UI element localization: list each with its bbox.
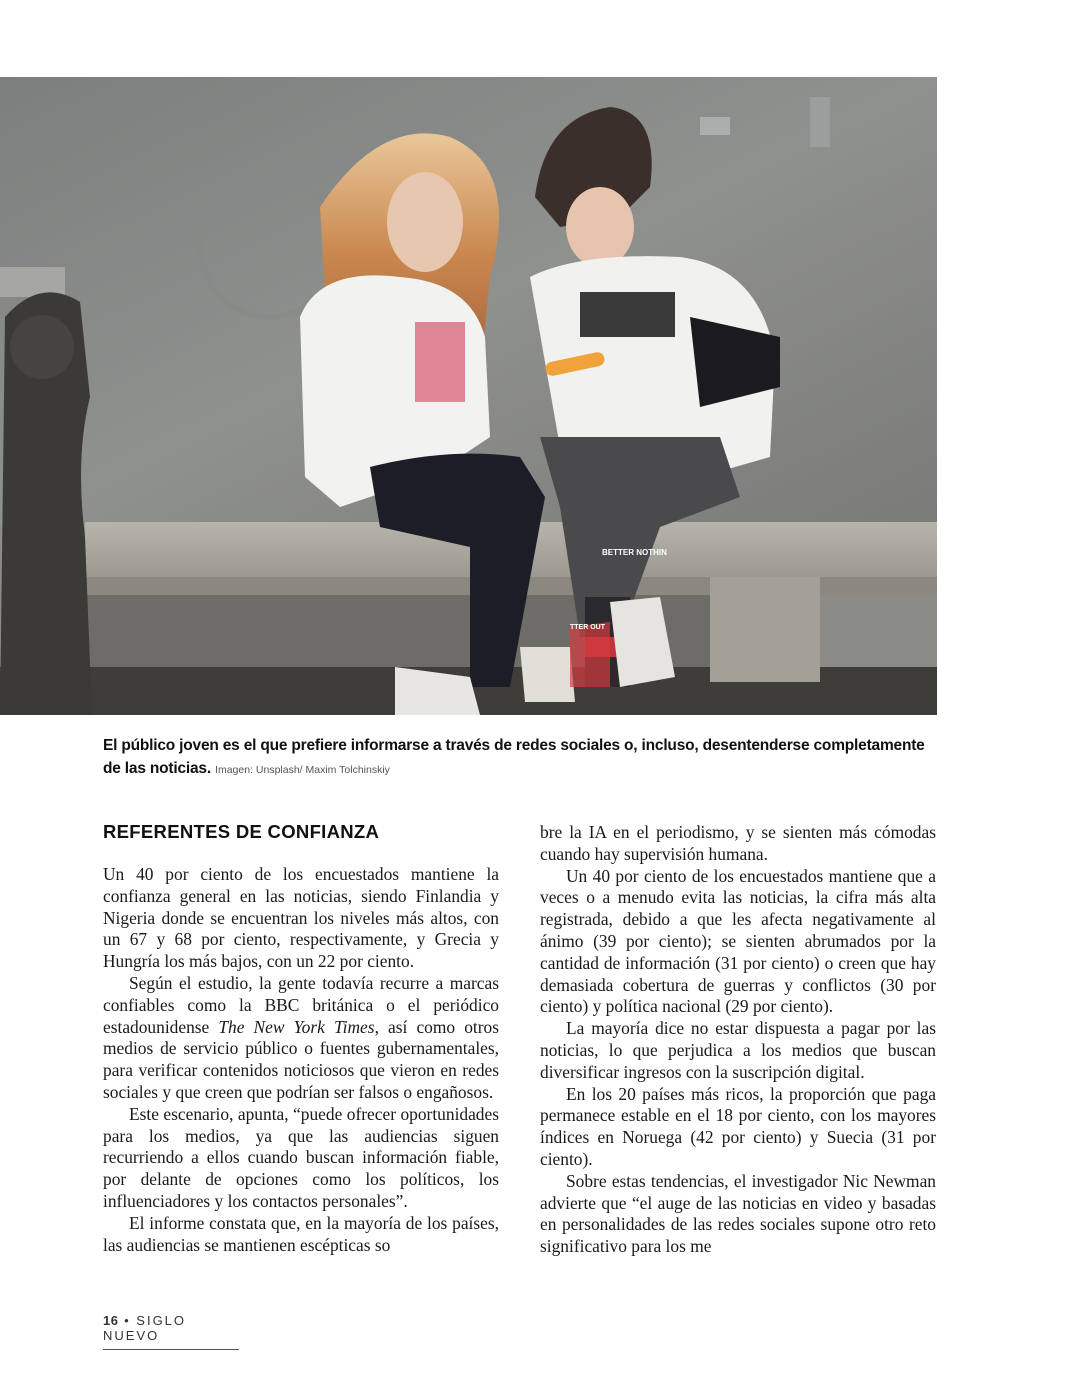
section-heading: REFERENTES DE CONFIANZA: [103, 821, 380, 842]
photo-caption: [103, 734, 943, 782]
sock-text: TTER OUT: [570, 624, 605, 631]
footer-separator: •: [124, 1313, 131, 1328]
page-number: 16: [103, 1313, 119, 1328]
caption-credit: Imagen: Unsplash/ Maxim Tolchinskiy: [215, 764, 390, 776]
paragraph: Un 40 por ciento de los encuestados mantiene que a veces o a menudo evita las noticias, la cifra más alta registrada, debido a que les afecta negativamente al ánimo (39 por ciento); se sienten abrumados por la cantidad de información (31 por ciento) o creen que hay demasiada cobertura de guerras y conflictos (30 por ciento) y política nacional (29 por ciento).: [540, 865, 936, 1017]
paragraph: El informe constata que, en la mayoría de los países, las audiencias se mantienen escépticas so: [103, 1212, 499, 1255]
paragraph: Un 40 por ciento de los encuestados mantiene la confianza general en las noticias, siendo Finlandia y Nigeria donde se encuentran los niveles más altos, con un 67 y 68 por ciento, respectivamente, y Grecia y Hungría los más bajos, con un 22 por ciento.: [103, 864, 499, 972]
article-column-right: [540, 822, 936, 1258]
article-column-left: [103, 820, 499, 1256]
paragraph-text: Según el estudio, la gente todavía recurre a marcas confiables como la BBC británica o el periódico estadounidense: [103, 972, 499, 1037]
page-footer: [103, 1313, 239, 1350]
paragraph: La mayoría dice no estar dispuesta a pagar por las noticias, lo que perjudica a los medios que buscan diversificar ingresos con la suscripción digital.: [540, 1018, 936, 1082]
bench-leg: [710, 577, 820, 682]
shirt-text: BETTER NOTHIN: [602, 548, 667, 557]
photo-illustration: [0, 77, 937, 715]
article-photo: [0, 77, 937, 715]
newspaper-name: The New York Times: [218, 1016, 375, 1037]
paragraph: En los 20 países más ricos, la proporción que paga permanece estable en el 18 por ciento, con los mayores índices en Noruega (42 por ciento) y Suecia (31 por ciento).: [540, 1083, 936, 1169]
caption-text: El público joven es el que prefiere informarse a través de redes sociales o, incluso, desentenderse completamente de las noticias.: [103, 737, 925, 777]
publication-name: SIGLO NUEVO: [103, 1313, 187, 1343]
paragraph: [103, 973, 499, 1104]
paragraph: Sobre estas tendencias, el investigador Nic Newman advierte que “el auge de las noticias en video y basadas en personalidades de las redes sociales supone otro reto significativo para los me: [540, 1170, 936, 1257]
paragraph-text: , así como otros medios de servicio público o fuentes gubernamentales, para verificar contenidos noticiosos que vieron en redes sociales y que creen que podrían ser falsos o engañosos.: [103, 1016, 499, 1102]
paragraph: Este escenario, apunta, “puede ofrecer oportunidades para los medios, ya que las audiencias siguen recurriendo a ellos cuando buscan información fiable, por delante de opciones como los políticos, los influenciadores y los contactos personales”.: [103, 1103, 499, 1211]
paragraph: bre la IA en el periodismo, y se sienten más cómodas cuando hay supervisión humana.: [540, 822, 936, 864]
